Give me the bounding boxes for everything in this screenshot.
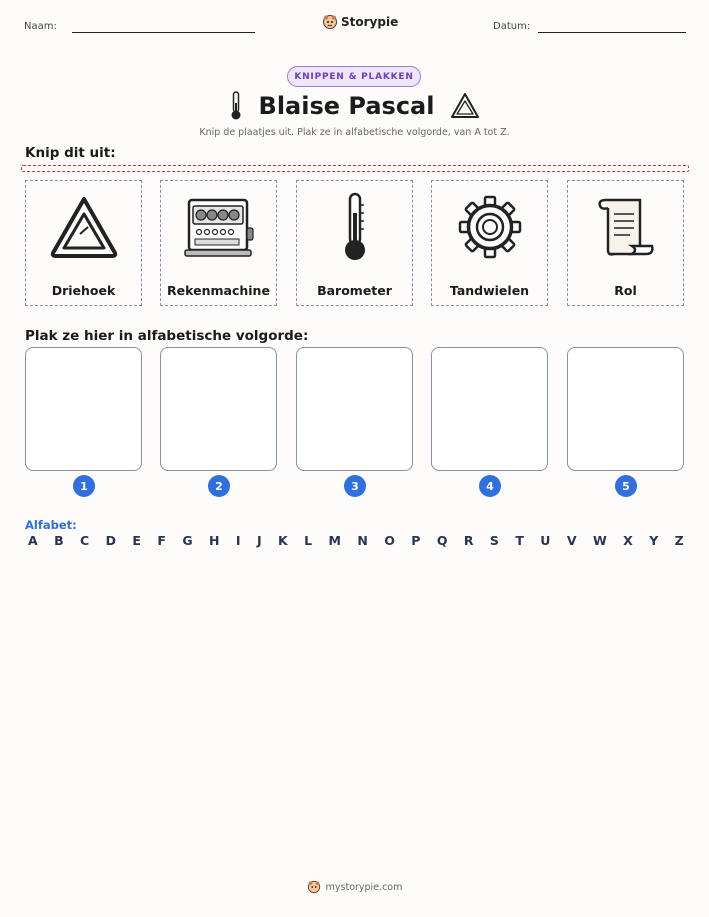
alphabet-letter: B [54,533,64,548]
page-title-row [0,91,709,121]
date-label: Datum: [493,21,531,32]
alphabet-letter: P [411,533,421,548]
alphabet-letter: T [515,533,524,548]
instructions: Knip de plaatjes uit. Plak ze in alfabetische volgorde, van A tot Z. [199,127,510,138]
alphabet-letter: C [80,533,90,548]
number-badge-3: 3 [344,475,366,497]
paste-box-1[interactable] [25,347,142,471]
thermometer-icon [340,191,370,263]
number-badge-4: 4 [479,475,501,497]
cut-card-driehoek[interactable] [25,180,142,306]
alphabet-letter: E [132,533,141,548]
date-line [538,32,686,33]
alphabet-letter: G [182,533,193,548]
alphabet-letter: Q [436,533,448,548]
cut-heading: Knip dit uit: [25,145,116,161]
number-badge-5: 5 [615,475,637,497]
paste-box-3[interactable] [296,347,413,471]
thermometer-icon [229,91,243,121]
page-title: Blaise Pascal [258,92,435,120]
alphabet-letter: L [304,533,313,548]
alphabet-letter: O [384,533,395,548]
card-label: Barometer [317,283,392,298]
number-badge-2: 2 [208,475,230,497]
card-label: Tandwielen [449,283,530,298]
footer [0,880,709,894]
card-label: Rekenmachine [167,283,270,298]
alphabet-title: Alfabet: [25,518,77,532]
alphabet-letter: Y [649,533,659,548]
alphabet-letter: R [463,533,474,548]
alphabet-letter: S [489,533,499,548]
alphabet-letter: A [28,533,38,548]
calculator-machine-icon [181,194,257,260]
paste-heading: Plak ze hier in alfabetische volgorde: [25,328,309,344]
alphabet-letter: X [623,533,633,548]
alphabet-letter: V [566,533,577,548]
brand-name: Storypie [341,15,399,29]
cut-line [21,165,689,172]
paste-box-4[interactable] [431,347,548,471]
scroll-icon [596,194,656,260]
alphabet-letter: H [209,533,220,548]
brand-logo [322,14,398,30]
alphabet-letter: D [105,533,117,548]
alphabet-letter: I [235,533,241,548]
cut-card-rekenmachine[interactable] [160,180,277,306]
alphabet-letter: U [540,533,551,548]
gear-icon [458,195,522,259]
alphabet-letter: J [256,533,262,548]
storypie-logo-icon [322,14,338,30]
alphabet-letter: M [328,533,341,548]
triangle-icon [450,92,480,120]
paste-box-5[interactable] [567,347,684,471]
alphabet-letter: F [157,533,166,548]
footer-url[interactable]: mystorypie.com [325,881,403,893]
alphabet-letter: Z [674,533,684,548]
cut-card-barometer[interactable] [296,180,413,306]
name-label: Naam: [24,21,57,32]
alphabet-row [28,533,684,548]
storypie-logo-icon [307,880,321,894]
paste-box-2[interactable] [160,347,277,471]
cut-card-tandwielen[interactable] [431,180,548,306]
alphabet-letter: K [278,533,288,548]
triangle-icon [48,194,120,260]
alphabet-letter: W [592,533,607,548]
number-badge-1: 1 [73,475,95,497]
name-line [72,32,255,33]
cut-card-rol[interactable] [567,180,684,306]
card-label: Driehoek [51,283,116,298]
alphabet-letter: N [357,533,368,548]
activity-badge: KNIPPEN & PLAKKEN [287,66,421,87]
card-label: Rol [614,283,637,298]
